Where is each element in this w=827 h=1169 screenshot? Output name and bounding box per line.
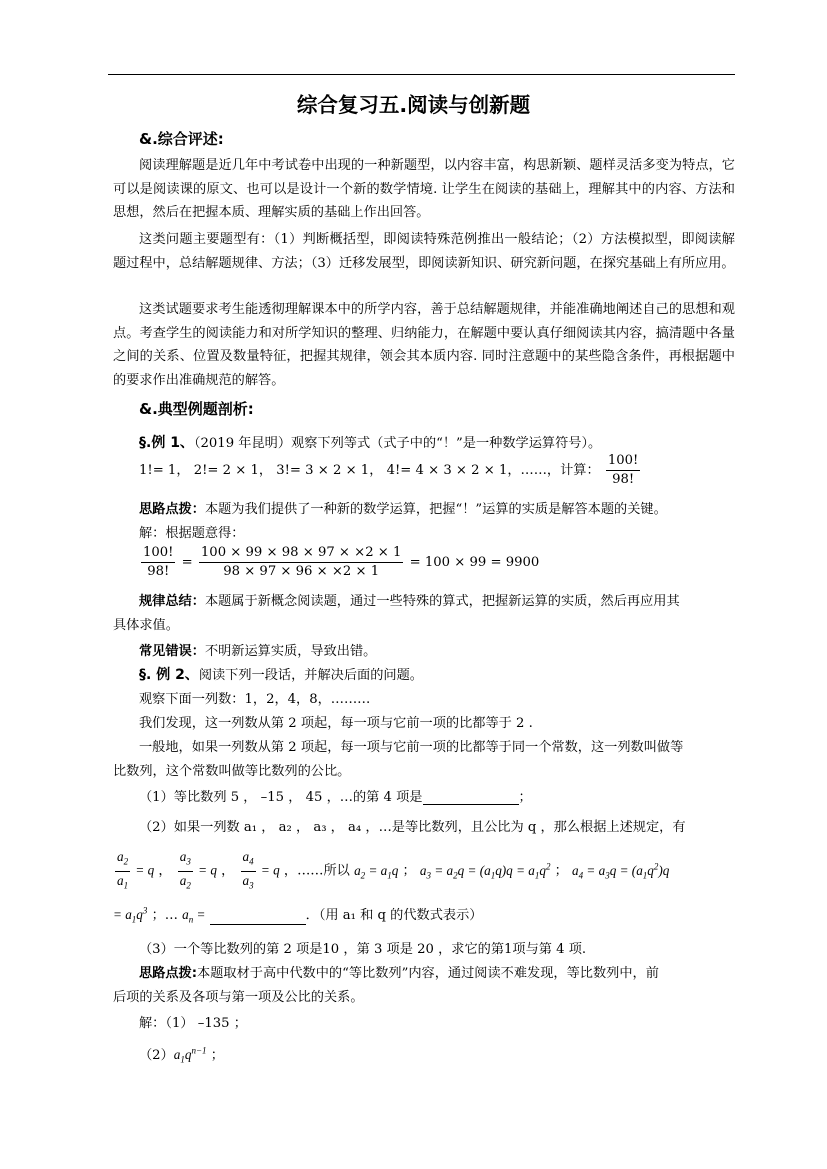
- intro-paragraph-2: 这类问题主要题型有：（1）判断概括型，即阅读特殊范例推出一般结论；（2）方法模拟型，即阅读解题过程中，总结解题规律、方法；（3）迁移发展型，即阅读新知识、研究新问题，在探究基础上有所应用。: [113, 232, 735, 271]
- question-1: [139, 786, 532, 805]
- question-2-blank: [210, 909, 306, 925]
- page-title: 综合复习五.阅读与创新题: [296, 93, 531, 117]
- solution-lhs-fraction: [141, 544, 175, 581]
- question-2-line-1: （2）如果一列数 a₁ ， a₂ ， a₃ ， a₄ ，…是等比数列，且公比为 q ，那么根据上述规定，有: [139, 820, 686, 835]
- lhs-numerator: 100!: [141, 544, 175, 563]
- example-2-line-1: 观察下面一列数：1，2，4，8，………: [139, 692, 371, 707]
- example-2-line-2: 我们发现，这一列数从第 2 项起，每一项与它前一项的比都等于 2 .: [139, 716, 533, 731]
- factorial-fraction: [606, 452, 640, 489]
- answer-2-formula: $a_1q^{n-1}$: [173, 1045, 207, 1065]
- example-2-hint-text: 本题取材于高中代数中的“等比数列”内容，通过阅读不难发现，等比数列中，前: [197, 966, 659, 981]
- example-2-header: [139, 664, 423, 684]
- example-1-hint: [139, 498, 667, 517]
- intro-paragraph-1: 阅读理解题是近几年中考试卷中出现的一种新题型，以内容丰富，构思新颖、题样灵活多变为特点，它可以是阅读课的原文、也可以是设计一个新的数学情境. 让学生在阅读的基础上，理解其中的内容、方法和思想，然后在把握本质、理解实质的基础上作出回答。: [113, 158, 735, 220]
- example-1-rule-cont: 具体求值。: [113, 618, 179, 633]
- top-rule: [108, 74, 735, 75]
- rhs-denominator: 98 × 97 × 96 × ×2 × 1: [223, 564, 380, 579]
- rule-text: 本题属于新概念阅读题，通过一些特殊的算式，把握新运算的实质，然后再应用其: [204, 594, 680, 609]
- rhs-numerator: 100 × 99 × 98 × 97 × ×2 × 1: [199, 544, 404, 563]
- example-2-hint-cont: 后项的关系及各项与第一项及公比的关系。: [113, 990, 364, 1005]
- solution-rhs-fraction: [199, 544, 404, 581]
- fraction-denominator: 98!: [612, 472, 635, 487]
- factorial-equations: 1!= 1， 2!= 2 × 1， 3!= 3 × 2 × 1， 4!= 4 × 3 × 2 × 1，……，计算：: [139, 463, 600, 478]
- answer-2-label: （2）: [139, 1048, 174, 1063]
- hint-label: 思路点拨：: [139, 502, 205, 517]
- example-1-text: （2019 年昆明）观察下列等式（式子中的“！”是一种数学运算符号）。: [193, 436, 602, 451]
- example-1-rule: [139, 590, 680, 609]
- section-heading-overview: &.综合评述:: [139, 130, 224, 148]
- example-1-label: §.例 1、: [139, 435, 194, 451]
- ratio-a4-a3: $\frac{a_4}{a_3}$: [242, 849, 254, 891]
- question-3: （3）一个等比数列的第 2 项是10 ，第 3 项是 20 ，求它的第1项与第 4 项.: [139, 942, 587, 957]
- example-2-line-4: 比数列，这个常数叫做等比数列的公比。: [113, 764, 351, 779]
- example-2-label: §. 例 2、: [139, 667, 199, 683]
- error-label: 常见错误：: [139, 644, 205, 659]
- example-2-line-3: 一般地，如果一列数从第 2 项起，每一项与它前一项的比都等于同一个常数，这一列数叫做等: [139, 740, 684, 755]
- error-text: 不明新运算实质，导致出错。: [204, 644, 377, 659]
- question-1-end: ；: [518, 790, 532, 805]
- example-1-equations: [139, 452, 642, 489]
- solution-equation: $\frac{100!}{98!}$ = $\frac{100 \times 99 \times 98 \times 97 \times \times 2 \times 1}{98 \times 97 \times 96 \times \times 2 \times 1}$ = 100 × 99 = 9900: [143, 545, 540, 579]
- lhs-denominator: 98!: [147, 564, 170, 579]
- fraction-numerator: 100!: [606, 452, 640, 471]
- intro-paragraph-3: 这类试题要求考生能透彻理解课本中的所学内容，善于总结解题规律，并能准确地阐述自己的思想和观点。考查学生的阅读能力和对所学知识的整理、归纳能力，在解题中要认真仔细阅读其内容，搞清题中各量之间的关系、位置及数量特征，把握其规律，领会其本质内容. 同时注意题中的某些隐含条件，再根据题中的要求作出准确规范的解答。: [113, 302, 735, 388]
- example-2-hint: [139, 962, 659, 981]
- hint-text: 本题为我们提供了一种新的数学运算，把握“！”运算的实质是解答本题的关键。: [204, 502, 667, 517]
- section-heading-examples: &.典型例题剖析:: [139, 400, 254, 418]
- question-2-formulas: $\frac{a_2}{a_1}$ = q ， $\frac{a_3}{a_2}$ = q ， $\frac{a_4}{a_3}$ = q ，……所以 $a_2 = a_1q$ ； $a_3 = a_2q = (a_1q)q = a_1q^2$ ； $a_4 = a_3q = (a_1q^2)q$: [113, 848, 669, 894]
- solution-intro: 解：根据题意得：: [139, 526, 245, 541]
- answer-2: $(2)a_1q^{n-1}$ ；: [139, 1045, 224, 1065]
- ratio-a2-a1: $\frac{a_2}{a_1}$: [117, 849, 129, 891]
- question-1-text: （1）等比数列 5 ， –15 ， 45 ，…的第 4 项是: [139, 790, 423, 805]
- question-2-line-3: = $a_1q^3$ ；… $a_n$ = ．（用 a₁ 和 q 的代数式表示）: [113, 905, 483, 925]
- solution-result: = 100 × 99 = 9900: [409, 555, 540, 570]
- question-2-hint: ．（用 a₁ 和 q 的代数式表示）: [305, 908, 483, 923]
- example-1-header: [139, 432, 601, 452]
- ratio-a3-a2: $\frac{a_3}{a_2}$: [179, 849, 191, 891]
- rule-label: 规律总结：: [139, 594, 205, 609]
- example-1-errors: [139, 640, 376, 659]
- example-2-hint-label: 思路点拨:: [139, 966, 198, 981]
- formulas-so: ……所以: [297, 863, 350, 879]
- example-2-text: 阅读下列一段话，并解决后面的问题。: [198, 668, 423, 683]
- answer-1: 解：（1） –135 ；: [139, 1016, 247, 1031]
- question-1-blank: [423, 789, 519, 805]
